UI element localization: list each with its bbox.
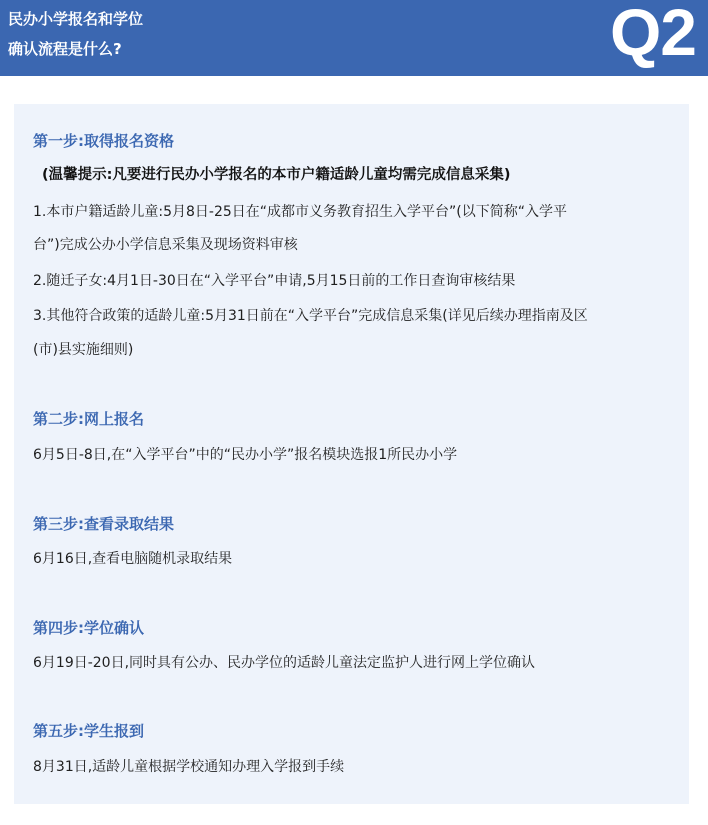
step1-title: 第一步:取得报名资格 xyxy=(33,132,174,150)
step4-line1: 6月19日-20日,同时具有公办、民办学位的适龄儿童法定监护人进行网上学位确认 xyxy=(33,655,536,671)
step1-line2: 台”)完成公办小学信息采集及现场资料审核 xyxy=(33,237,298,253)
step4-title: 第四步:学位确认 xyxy=(33,619,144,637)
step1-tip: (温馨提示:凡要进行民办小学报名的本市户籍适龄儿童均需完成信息采集) xyxy=(42,167,511,183)
step1-line3: 2.随迁子女:4月1日-30日在“入学平台”申请,5月15日前的工作日查询审核结果 xyxy=(33,273,516,289)
page-header xyxy=(0,0,708,76)
header-title-line1: 民办小学报名和学位 xyxy=(8,10,144,28)
step2-line1: 6月5日-8日,在“入学平台”中的“民办小学”报名模块选报1所民办小学 xyxy=(33,447,458,463)
steps-card xyxy=(14,104,689,804)
step3-title: 第三步:查看录取结果 xyxy=(33,515,174,533)
step2-title: 第二步:网上报名 xyxy=(33,410,144,428)
step1-line5: (市)县实施细则) xyxy=(33,342,134,358)
question-badge: Q2 xyxy=(609,0,696,69)
step1-line1: 1.本市户籍适龄儿童:5月8日-25日在“成都市义务教育招生入学平台”(以下简称“入学平 xyxy=(33,204,567,220)
step5-title: 第五步:学生报到 xyxy=(33,722,144,740)
step1-line4: 3.其他符合政策的适龄儿童:5月31日前在“入学平台”完成信息采集(详见后续办理指南及区 xyxy=(33,308,588,324)
header-title-line2: 确认流程是什么? xyxy=(8,40,122,58)
step3-line1: 6月16日,查看电脑随机录取结果 xyxy=(33,551,233,567)
step5-line1: 8月31日,适龄儿童根据学校通知办理入学报到手续 xyxy=(33,759,345,775)
